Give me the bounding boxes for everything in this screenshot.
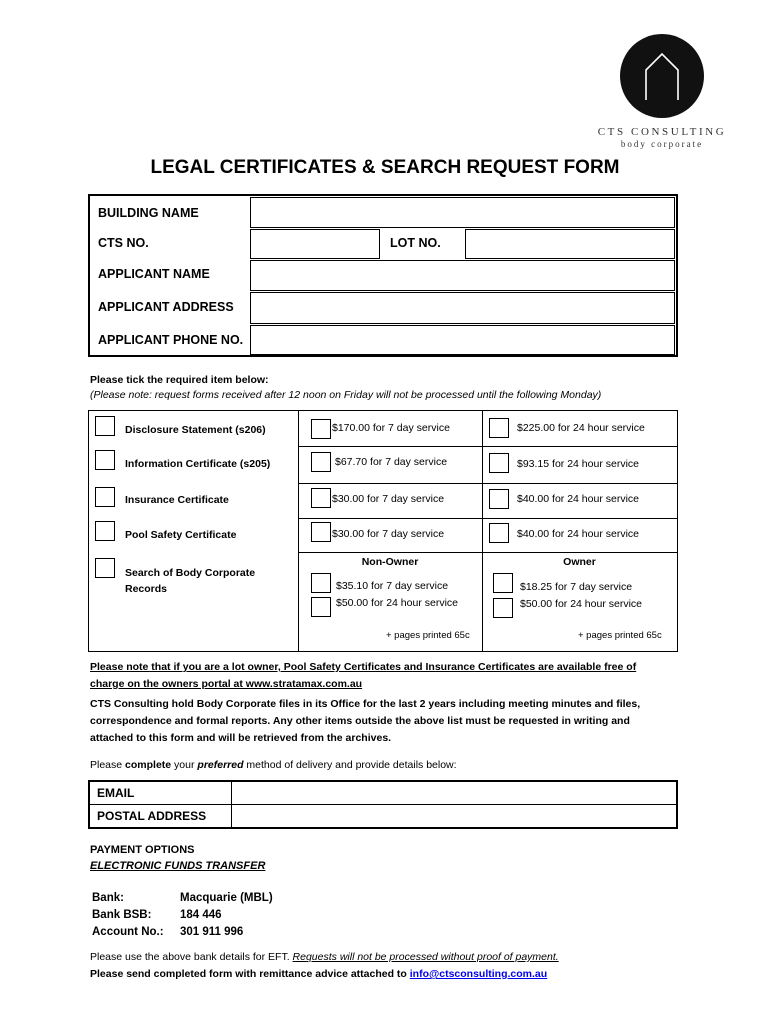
price-7-day: $35.10 for 7 day service bbox=[336, 580, 449, 592]
delivery-text: your bbox=[171, 759, 198, 771]
bank-value: Macquarie (MBL) bbox=[180, 892, 273, 904]
logo-name: CTS CONSULTING bbox=[597, 126, 727, 138]
logo-text bbox=[590, 126, 734, 149]
bsb-label: Bank BSB: bbox=[92, 909, 152, 921]
price-24-hour: $93.15 for 24 hour service bbox=[517, 458, 639, 470]
bsb-value: 184 446 bbox=[180, 909, 222, 921]
price-7-day: $170.00 for 7 day service bbox=[332, 422, 450, 434]
search-records-label-line2: Records bbox=[125, 583, 168, 595]
pool-safety-24-hour-checkbox[interactable] bbox=[489, 523, 509, 543]
applicant-address-label: APPLICANT ADDRESS bbox=[98, 300, 234, 314]
price-24-hour: $40.00 for 24 hour service bbox=[517, 528, 639, 540]
search-records-checkbox[interactable] bbox=[95, 558, 115, 578]
account-label: Account No.: bbox=[92, 926, 164, 938]
eft-warning: Requests will not be processed without proof of payment. bbox=[292, 951, 559, 963]
payment-heading: PAYMENT OPTIONS bbox=[90, 844, 195, 856]
price-7-day: $30.00 for 7 day service bbox=[332, 528, 445, 540]
non-owner-7-day-checkbox[interactable] bbox=[311, 573, 331, 593]
price-24-hour: $40.00 for 24 hour service bbox=[517, 493, 639, 505]
insurance-24-hour-checkbox[interactable] bbox=[489, 489, 509, 509]
divider bbox=[298, 552, 677, 553]
tick-instruction: Please tick the required item below: bbox=[90, 374, 269, 386]
pages-printed-note: + pages printed 65c bbox=[578, 630, 662, 641]
disclosure-7-day-checkbox[interactable] bbox=[311, 419, 331, 439]
price-24-hour: $50.00 for 24 hour service bbox=[520, 598, 642, 610]
pool-safety-checkbox[interactable] bbox=[95, 521, 115, 541]
processing-note: (Please note: request forms received after 12 noon on Friday will not be processed until the following Monday) bbox=[90, 389, 602, 401]
email-field[interactable] bbox=[232, 782, 676, 804]
price-7-day: $30.00 for 7 day service bbox=[332, 493, 445, 505]
lot-no-field[interactable] bbox=[465, 229, 675, 259]
files-notice bbox=[90, 696, 678, 747]
applicant-phone-field[interactable] bbox=[250, 325, 675, 355]
bank-label: Bank: bbox=[92, 892, 124, 904]
applicant-name-field[interactable] bbox=[250, 260, 675, 291]
files-notice-line2: correspondence and formal reports. Any other items outside the above list must be requested in writing and bbox=[90, 715, 630, 727]
search-records-label-line1: Search of Body Corporate bbox=[125, 567, 256, 579]
applicant-phone-label: APPLICANT PHONE NO. bbox=[98, 333, 244, 347]
divider bbox=[482, 411, 483, 651]
postal-address-label: POSTAL ADDRESS bbox=[97, 809, 207, 823]
pages-printed-note: + pages printed 65c bbox=[386, 630, 470, 641]
applicant-name-label: APPLICANT NAME bbox=[98, 267, 210, 281]
postal-address-field[interactable] bbox=[232, 805, 676, 827]
owner-24-hour-checkbox[interactable] bbox=[493, 598, 513, 618]
disclosure-statement-checkbox[interactable] bbox=[95, 416, 115, 436]
information-24-hour-checkbox[interactable] bbox=[489, 453, 509, 473]
email-link[interactable]: info@ctsconsulting.com.au bbox=[409, 968, 548, 980]
eft-instruction bbox=[90, 951, 559, 963]
service-label: Disclosure Statement (s206) bbox=[125, 424, 266, 436]
email-label: EMAIL bbox=[97, 786, 135, 800]
divider bbox=[298, 446, 677, 447]
page-title: LEGAL CERTIFICATES & SEARCH REQUEST FORM bbox=[150, 157, 620, 178]
delivery-text: preferred bbox=[197, 759, 244, 771]
divider bbox=[298, 518, 677, 519]
delivery-text: complete bbox=[125, 759, 172, 771]
delivery-text: method of delivery and provide details below: bbox=[243, 759, 457, 771]
service-label: Information Certificate (s205) bbox=[125, 458, 271, 470]
send-instruction bbox=[90, 968, 547, 980]
owner-portal-notice-line1: Please note that if you are a lot owner, Pool Safety Certificates and Insurance Certificates are available free of bbox=[90, 661, 637, 673]
bank-values bbox=[180, 890, 273, 941]
account-value: 301 911 996 bbox=[180, 926, 244, 938]
lot-no-label: LOT NO. bbox=[390, 236, 441, 250]
payment-method: ELECTRONIC FUNDS TRANSFER bbox=[90, 860, 266, 872]
logo bbox=[620, 34, 704, 118]
information-certificate-checkbox[interactable] bbox=[95, 450, 115, 470]
insurance-certificate-checkbox[interactable] bbox=[95, 487, 115, 507]
applicant-details-table bbox=[88, 194, 678, 357]
cts-no-label: CTS NO. bbox=[98, 236, 149, 250]
bank-labels bbox=[92, 890, 164, 941]
files-notice-line3: attached to this form and will be retrieved from the archives. bbox=[90, 732, 392, 744]
building-name-field[interactable] bbox=[250, 197, 675, 228]
send-text: Please send completed form with remittance advice attached to bbox=[90, 968, 410, 980]
building-name-label: BUILDING NAME bbox=[98, 206, 199, 220]
applicant-address-field[interactable] bbox=[250, 292, 675, 324]
services-table bbox=[88, 410, 678, 652]
files-notice-line1: CTS Consulting hold Body Corporate files in its Office for the last 2 years including meeting minutes and files, bbox=[90, 698, 641, 710]
price-7-day: $67.70 for 7 day service bbox=[335, 456, 448, 468]
price-7-day: $18.25 for 7 day service bbox=[520, 581, 633, 593]
logo-subtitle: body corporate bbox=[620, 139, 704, 149]
owner-heading: Owner bbox=[563, 556, 596, 568]
service-label: Insurance Certificate bbox=[125, 494, 229, 506]
cts-no-field[interactable] bbox=[250, 229, 380, 259]
service-label: Pool Safety Certificate bbox=[125, 529, 237, 541]
delivery-table bbox=[88, 780, 678, 829]
owner-7-day-checkbox[interactable] bbox=[493, 573, 513, 593]
divider bbox=[298, 483, 677, 484]
non-owner-24-hour-checkbox[interactable] bbox=[311, 597, 331, 617]
owner-portal-notice bbox=[90, 659, 678, 693]
eft-text: Please use the above bank details for EFT. bbox=[90, 951, 293, 963]
disclosure-24-hour-checkbox[interactable] bbox=[489, 418, 509, 438]
owner-portal-notice-line2: charge on the owners portal at www.stratamax.com.au bbox=[90, 678, 363, 690]
house-icon bbox=[620, 34, 704, 118]
divider bbox=[298, 411, 299, 651]
price-24-hour: $225.00 for 24 hour service bbox=[517, 422, 645, 434]
non-owner-heading: Non-Owner bbox=[361, 556, 419, 568]
delivery-text: Please bbox=[90, 759, 126, 771]
pool-safety-7-day-checkbox[interactable] bbox=[311, 522, 331, 542]
delivery-instruction bbox=[90, 759, 457, 771]
search-records-label bbox=[125, 565, 255, 597]
insurance-7-day-checkbox[interactable] bbox=[311, 488, 331, 508]
price-24-hour: $50.00 for 24 hour service bbox=[336, 597, 458, 609]
information-7-day-checkbox[interactable] bbox=[311, 452, 331, 472]
